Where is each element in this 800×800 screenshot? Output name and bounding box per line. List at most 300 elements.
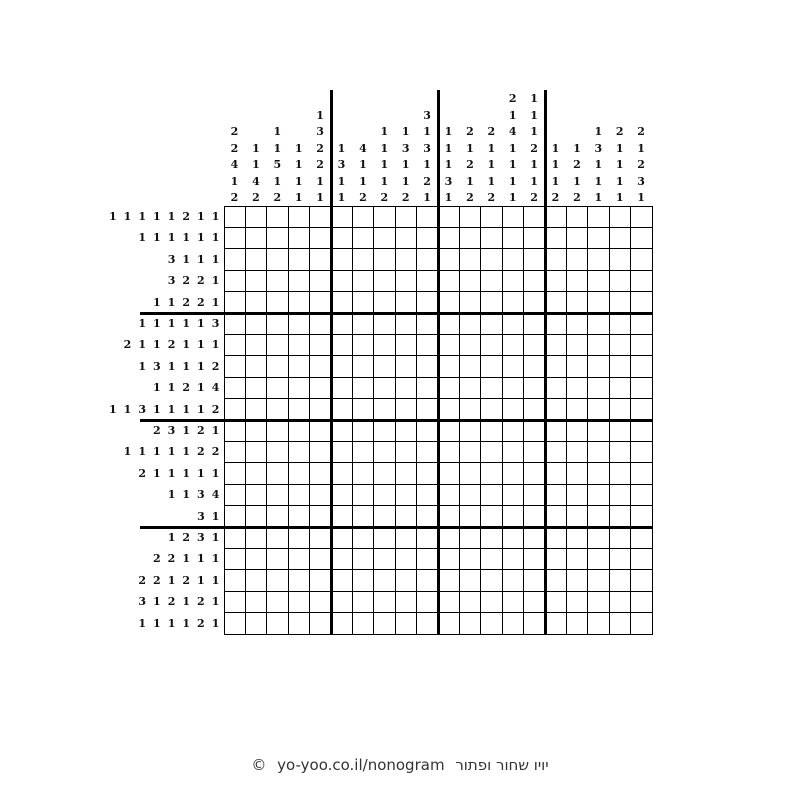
grid-cell[interactable] [502, 270, 523, 291]
grid-cell[interactable] [245, 506, 266, 527]
grid-cell[interactable] [524, 484, 545, 505]
grid-cell[interactable] [395, 399, 416, 420]
grid-cell[interactable] [267, 227, 288, 248]
grid-cell[interactable] [524, 591, 545, 612]
grid-cell[interactable] [524, 313, 545, 334]
grid-cell[interactable] [502, 527, 523, 548]
grid-cell[interactable] [331, 270, 352, 291]
grid-cell[interactable] [374, 377, 395, 398]
grid-cell[interactable] [224, 527, 245, 548]
grid-cell[interactable] [502, 420, 523, 441]
grid-cell[interactable] [459, 249, 480, 270]
grid-cell[interactable] [267, 270, 288, 291]
grid-cell[interactable] [352, 334, 373, 355]
grid-cell[interactable] [374, 270, 395, 291]
grid-cell[interactable] [245, 270, 266, 291]
grid-cell[interactable] [631, 484, 652, 505]
grid-cell[interactable] [631, 270, 652, 291]
grid-cell[interactable] [395, 548, 416, 569]
grid-cell[interactable] [481, 206, 502, 227]
grid-cell[interactable] [395, 356, 416, 377]
grid-cell[interactable] [631, 570, 652, 591]
grid-cell[interactable] [331, 334, 352, 355]
grid-cell[interactable] [352, 399, 373, 420]
grid-cell[interactable] [524, 613, 545, 634]
grid-cell[interactable] [545, 292, 566, 313]
grid-cell[interactable] [288, 292, 309, 313]
grid-cell[interactable] [331, 484, 352, 505]
grid-cell[interactable] [310, 484, 331, 505]
grid-cell[interactable] [502, 292, 523, 313]
grid-cell[interactable] [588, 441, 609, 462]
grid-cell[interactable] [502, 356, 523, 377]
grid-cell[interactable] [310, 463, 331, 484]
grid-cell[interactable] [481, 441, 502, 462]
grid-cell[interactable] [459, 313, 480, 334]
grid-cell[interactable] [310, 441, 331, 462]
grid-cell[interactable] [224, 334, 245, 355]
grid-cell[interactable] [438, 313, 459, 334]
grid-cell[interactable] [588, 420, 609, 441]
grid-cell[interactable] [459, 570, 480, 591]
grid-cell[interactable] [566, 613, 587, 634]
grid-cell[interactable] [288, 270, 309, 291]
grid-cell[interactable] [502, 249, 523, 270]
grid-cell[interactable] [352, 441, 373, 462]
grid-cell[interactable] [545, 506, 566, 527]
grid-cell[interactable] [331, 527, 352, 548]
grid-cell[interactable] [545, 270, 566, 291]
grid-cell[interactable] [331, 548, 352, 569]
grid-cell[interactable] [588, 334, 609, 355]
grid-cell[interactable] [609, 591, 630, 612]
grid-cell[interactable] [224, 441, 245, 462]
grid-cell[interactable] [224, 377, 245, 398]
grid-cell[interactable] [481, 292, 502, 313]
grid-cell[interactable] [566, 270, 587, 291]
grid-cell[interactable] [524, 227, 545, 248]
grid-cell[interactable] [331, 292, 352, 313]
grid-cell[interactable] [566, 356, 587, 377]
grid-cell[interactable] [631, 506, 652, 527]
grid-cell[interactable] [288, 506, 309, 527]
grid-cell[interactable] [588, 227, 609, 248]
grid-cell[interactable] [331, 399, 352, 420]
grid-cell[interactable] [609, 613, 630, 634]
grid-cell[interactable] [288, 548, 309, 569]
grid-cell[interactable] [417, 249, 438, 270]
grid-cell[interactable] [545, 356, 566, 377]
grid-cell[interactable] [310, 548, 331, 569]
grid-cell[interactable] [545, 377, 566, 398]
grid-cell[interactable] [566, 441, 587, 462]
grid-cell[interactable] [331, 463, 352, 484]
grid-cell[interactable] [588, 356, 609, 377]
grid-cell[interactable] [374, 249, 395, 270]
grid-cell[interactable] [267, 591, 288, 612]
grid-cell[interactable] [438, 270, 459, 291]
grid-cell[interactable] [374, 399, 395, 420]
grid-cell[interactable] [288, 527, 309, 548]
grid-cell[interactable] [224, 292, 245, 313]
grid-cell[interactable] [459, 441, 480, 462]
grid-cell[interactable] [310, 591, 331, 612]
grid-cell[interactable] [267, 356, 288, 377]
grid-cell[interactable] [374, 356, 395, 377]
grid-cell[interactable] [267, 377, 288, 398]
grid-cell[interactable] [502, 313, 523, 334]
grid-cell[interactable] [310, 292, 331, 313]
grid-cell[interactable] [609, 570, 630, 591]
grid-cell[interactable] [417, 334, 438, 355]
grid-cell[interactable] [524, 206, 545, 227]
grid-cell[interactable] [588, 292, 609, 313]
grid-cell[interactable] [245, 570, 266, 591]
grid-cell[interactable] [374, 591, 395, 612]
grid-cell[interactable] [609, 313, 630, 334]
grid-cell[interactable] [331, 613, 352, 634]
grid-cell[interactable] [588, 591, 609, 612]
grid-cell[interactable] [481, 377, 502, 398]
grid-cell[interactable] [502, 463, 523, 484]
grid-cell[interactable] [609, 377, 630, 398]
grid-cell[interactable] [352, 548, 373, 569]
grid-cell[interactable] [481, 227, 502, 248]
grid-cell[interactable] [331, 249, 352, 270]
grid-cell[interactable] [417, 420, 438, 441]
grid-cell[interactable] [566, 506, 587, 527]
grid-cell[interactable] [310, 613, 331, 634]
grid-cell[interactable] [352, 206, 373, 227]
grid-cell[interactable] [588, 548, 609, 569]
grid-cell[interactable] [352, 420, 373, 441]
grid-cell[interactable] [352, 506, 373, 527]
grid-cell[interactable] [395, 334, 416, 355]
grid-cell[interactable] [566, 227, 587, 248]
grid-cell[interactable] [481, 463, 502, 484]
grid-cell[interactable] [331, 506, 352, 527]
grid-cell[interactable] [245, 249, 266, 270]
grid-cell[interactable] [524, 506, 545, 527]
grid-cell[interactable] [609, 506, 630, 527]
grid-cell[interactable] [395, 441, 416, 462]
grid-cell[interactable] [395, 613, 416, 634]
grid-cell[interactable] [502, 399, 523, 420]
grid-cell[interactable] [438, 420, 459, 441]
grid-cell[interactable] [352, 484, 373, 505]
grid-cell[interactable] [224, 249, 245, 270]
grid-cell[interactable] [545, 613, 566, 634]
grid-cell[interactable] [502, 227, 523, 248]
grid-cell[interactable] [524, 356, 545, 377]
grid-cell[interactable] [524, 570, 545, 591]
grid-cell[interactable] [609, 548, 630, 569]
grid-cell[interactable] [267, 399, 288, 420]
grid-cell[interactable] [310, 227, 331, 248]
grid-cell[interactable] [438, 206, 459, 227]
grid-cell[interactable] [395, 506, 416, 527]
grid-cell[interactable] [417, 570, 438, 591]
grid-cell[interactable] [417, 377, 438, 398]
grid-cell[interactable] [267, 484, 288, 505]
grid-cell[interactable] [609, 206, 630, 227]
grid-cell[interactable] [374, 548, 395, 569]
grid-cell[interactable] [267, 548, 288, 569]
grid-cell[interactable] [502, 506, 523, 527]
grid-cell[interactable] [395, 206, 416, 227]
grid-cell[interactable] [352, 591, 373, 612]
grid-cell[interactable] [224, 548, 245, 569]
grid-cell[interactable] [566, 591, 587, 612]
grid-cell[interactable] [288, 399, 309, 420]
grid-cell[interactable] [631, 613, 652, 634]
grid-cell[interactable] [352, 527, 373, 548]
grid-cell[interactable] [502, 206, 523, 227]
grid-cell[interactable] [288, 313, 309, 334]
grid-cell[interactable] [438, 377, 459, 398]
grid-cell[interactable] [331, 227, 352, 248]
grid-cell[interactable] [566, 399, 587, 420]
grid-cell[interactable] [310, 249, 331, 270]
grid-cell[interactable] [224, 356, 245, 377]
grid-cell[interactable] [310, 206, 331, 227]
grid-cell[interactable] [609, 420, 630, 441]
grid-cell[interactable] [588, 527, 609, 548]
grid-cell[interactable] [288, 463, 309, 484]
grid-cell[interactable] [588, 399, 609, 420]
grid-cell[interactable] [459, 206, 480, 227]
grid-cell[interactable] [310, 420, 331, 441]
grid-cell[interactable] [417, 227, 438, 248]
grid-cell[interactable] [566, 420, 587, 441]
grid-cell[interactable] [545, 441, 566, 462]
grid-cell[interactable] [245, 591, 266, 612]
grid-cell[interactable] [481, 591, 502, 612]
grid-cell[interactable] [245, 313, 266, 334]
grid-cell[interactable] [524, 548, 545, 569]
grid-cell[interactable] [395, 591, 416, 612]
grid-cell[interactable] [245, 613, 266, 634]
grid-cell[interactable] [609, 527, 630, 548]
grid-cell[interactable] [524, 527, 545, 548]
grid-cell[interactable] [438, 548, 459, 569]
grid-cell[interactable] [288, 356, 309, 377]
grid-cell[interactable] [459, 591, 480, 612]
grid-cell[interactable] [588, 249, 609, 270]
grid-cell[interactable] [459, 463, 480, 484]
grid-cell[interactable] [545, 227, 566, 248]
grid-cell[interactable] [609, 334, 630, 355]
grid-cell[interactable] [395, 313, 416, 334]
grid-cell[interactable] [438, 570, 459, 591]
site-url[interactable]: yo-yoo.co.il/nonogram [277, 756, 445, 774]
grid-cell[interactable] [459, 292, 480, 313]
grid-cell[interactable] [438, 227, 459, 248]
grid-cell[interactable] [524, 441, 545, 462]
grid-cell[interactable] [352, 249, 373, 270]
grid-cell[interactable] [524, 334, 545, 355]
grid-cell[interactable] [588, 506, 609, 527]
grid-cell[interactable] [417, 463, 438, 484]
grid-cell[interactable] [374, 463, 395, 484]
grid-cell[interactable] [352, 270, 373, 291]
grid-cell[interactable] [267, 249, 288, 270]
grid-cell[interactable] [438, 506, 459, 527]
grid-cell[interactable] [609, 484, 630, 505]
grid-cell[interactable] [288, 570, 309, 591]
grid-cell[interactable] [438, 334, 459, 355]
grid-cell[interactable] [310, 506, 331, 527]
grid-cell[interactable] [310, 356, 331, 377]
grid-cell[interactable] [224, 270, 245, 291]
grid-cell[interactable] [566, 292, 587, 313]
grid-cell[interactable] [267, 206, 288, 227]
grid-cell[interactable] [438, 613, 459, 634]
grid-cell[interactable] [631, 313, 652, 334]
grid-cell[interactable] [352, 613, 373, 634]
grid-cell[interactable] [631, 206, 652, 227]
grid-cell[interactable] [438, 356, 459, 377]
grid-cell[interactable] [631, 399, 652, 420]
grid-cell[interactable] [417, 527, 438, 548]
grid-cell[interactable] [481, 399, 502, 420]
grid-cell[interactable] [438, 441, 459, 462]
grid-cell[interactable] [481, 334, 502, 355]
grid-cell[interactable] [459, 484, 480, 505]
grid-cell[interactable] [481, 506, 502, 527]
grid-cell[interactable] [245, 527, 266, 548]
grid-cell[interactable] [502, 613, 523, 634]
grid-cell[interactable] [245, 420, 266, 441]
grid-cell[interactable] [417, 356, 438, 377]
grid-cell[interactable] [417, 591, 438, 612]
grid-cell[interactable] [374, 441, 395, 462]
grid-cell[interactable] [245, 484, 266, 505]
grid-cell[interactable] [502, 484, 523, 505]
grid-cell[interactable] [224, 206, 245, 227]
grid-cell[interactable] [609, 463, 630, 484]
grid-cell[interactable] [609, 399, 630, 420]
grid-cell[interactable] [374, 206, 395, 227]
grid-cell[interactable] [459, 420, 480, 441]
grid-cell[interactable] [288, 420, 309, 441]
grid-cell[interactable] [545, 334, 566, 355]
grid-cell[interactable] [331, 591, 352, 612]
grid-cell[interactable] [459, 527, 480, 548]
grid-cell[interactable] [245, 206, 266, 227]
grid-cell[interactable] [481, 356, 502, 377]
grid-cell[interactable] [566, 527, 587, 548]
grid-cell[interactable] [288, 484, 309, 505]
grid-cell[interactable] [245, 334, 266, 355]
grid-cell[interactable] [310, 570, 331, 591]
grid-cell[interactable] [545, 463, 566, 484]
grid-cell[interactable] [245, 292, 266, 313]
grid-cell[interactable] [245, 399, 266, 420]
grid-cell[interactable] [502, 441, 523, 462]
grid-cell[interactable] [545, 420, 566, 441]
grid-cell[interactable] [609, 227, 630, 248]
grid-cell[interactable] [224, 484, 245, 505]
grid-cell[interactable] [524, 463, 545, 484]
grid-cell[interactable] [224, 420, 245, 441]
grid-cell[interactable] [374, 292, 395, 313]
grid-cell[interactable] [631, 334, 652, 355]
grid-cell[interactable] [459, 399, 480, 420]
grid-cell[interactable] [631, 292, 652, 313]
grid-cell[interactable] [502, 334, 523, 355]
grid-cell[interactable] [352, 377, 373, 398]
grid-cell[interactable] [524, 249, 545, 270]
grid-cell[interactable] [438, 527, 459, 548]
grid-cell[interactable] [245, 463, 266, 484]
grid-cell[interactable] [609, 270, 630, 291]
grid-cell[interactable] [245, 227, 266, 248]
grid-cell[interactable] [245, 377, 266, 398]
grid-cell[interactable] [545, 206, 566, 227]
grid-cell[interactable] [267, 334, 288, 355]
grid-cell[interactable] [438, 249, 459, 270]
grid-cell[interactable] [566, 570, 587, 591]
grid-cell[interactable] [566, 377, 587, 398]
grid-cell[interactable] [374, 506, 395, 527]
grid-cell[interactable] [288, 377, 309, 398]
grid-cell[interactable] [631, 527, 652, 548]
grid-cell[interactable] [352, 292, 373, 313]
grid-cell[interactable] [224, 399, 245, 420]
grid-cell[interactable] [631, 356, 652, 377]
grid-cell[interactable] [588, 570, 609, 591]
grid-cell[interactable] [395, 270, 416, 291]
grid-cell[interactable] [524, 270, 545, 291]
grid-cell[interactable] [631, 441, 652, 462]
grid-cell[interactable] [417, 506, 438, 527]
grid-cell[interactable] [267, 420, 288, 441]
grid-cell[interactable] [566, 463, 587, 484]
grid-cell[interactable] [609, 356, 630, 377]
grid-cell[interactable] [588, 206, 609, 227]
grid-cell[interactable] [267, 613, 288, 634]
grid-cell[interactable] [224, 591, 245, 612]
grid-cell[interactable] [352, 356, 373, 377]
grid-cell[interactable] [481, 570, 502, 591]
grid-cell[interactable] [395, 292, 416, 313]
grid-cell[interactable] [631, 420, 652, 441]
grid-cell[interactable] [459, 356, 480, 377]
grid-cell[interactable] [417, 613, 438, 634]
grid-cell[interactable] [588, 377, 609, 398]
grid-cell[interactable] [267, 570, 288, 591]
grid-cell[interactable] [267, 506, 288, 527]
grid-cell[interactable] [310, 334, 331, 355]
grid-cell[interactable] [374, 334, 395, 355]
grid-cell[interactable] [395, 420, 416, 441]
grid-cell[interactable] [395, 484, 416, 505]
grid-cell[interactable] [631, 377, 652, 398]
grid-cell[interactable] [224, 463, 245, 484]
grid-cell[interactable] [395, 527, 416, 548]
grid-cell[interactable] [267, 313, 288, 334]
grid-cell[interactable] [374, 570, 395, 591]
grid-cell[interactable] [545, 399, 566, 420]
grid-cell[interactable] [481, 270, 502, 291]
grid-cell[interactable] [288, 441, 309, 462]
grid-cell[interactable] [310, 313, 331, 334]
grid-cell[interactable] [459, 506, 480, 527]
grid-cell[interactable] [566, 334, 587, 355]
grid-cell[interactable] [588, 484, 609, 505]
grid-cell[interactable] [310, 399, 331, 420]
